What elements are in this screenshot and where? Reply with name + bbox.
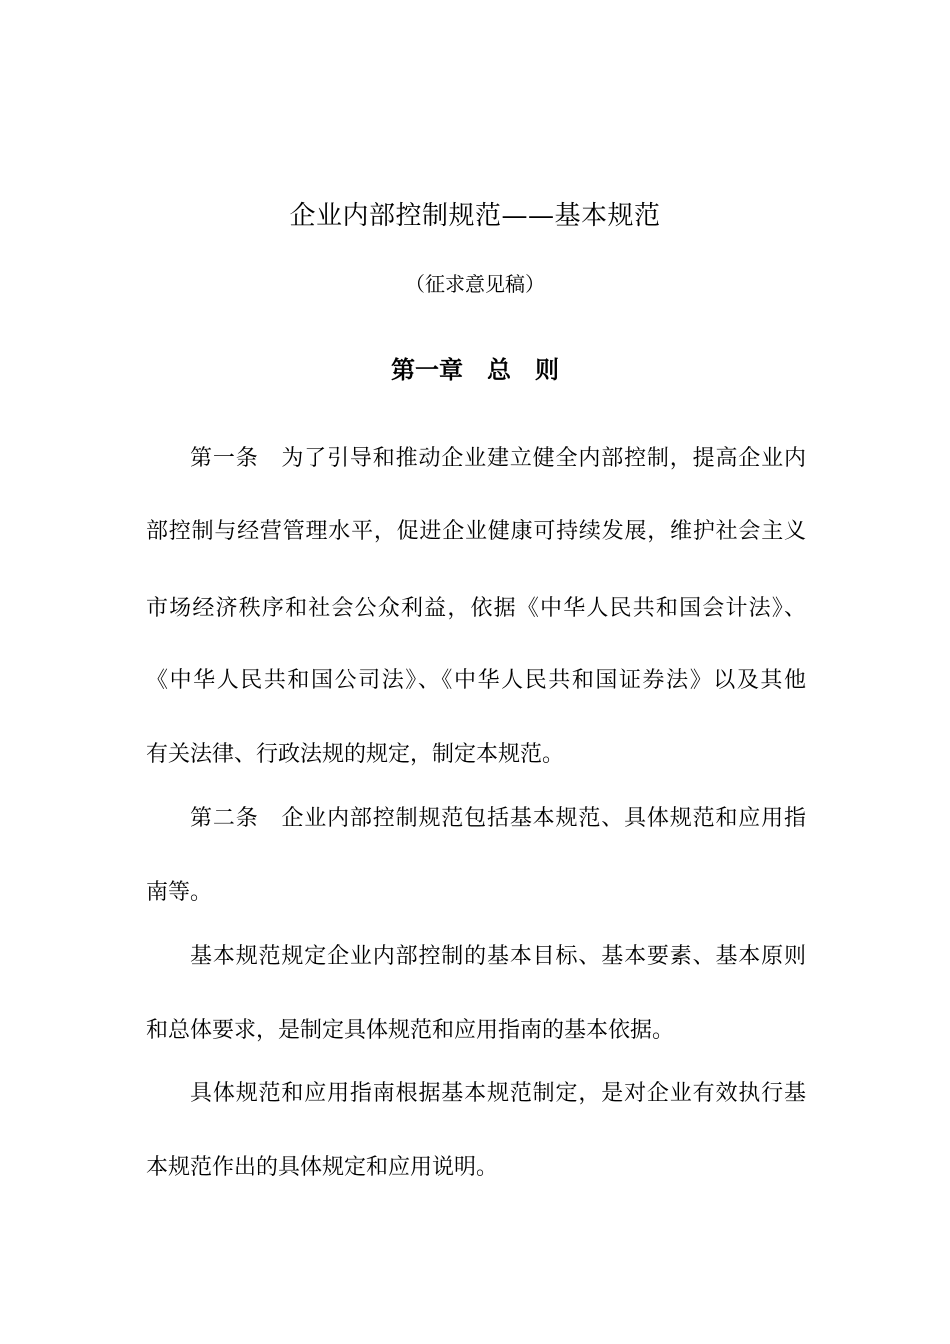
article-1-label: 第一条 (190, 446, 259, 471)
chapter-heading: 第一章 总 则 (391, 355, 559, 384)
article-1-line-2: 部控制与经营管理水平，促进企业健康可持续发展，维护社会主义 (146, 519, 806, 544)
document-subtitle: （征求意见稿） (405, 272, 545, 296)
article-2-line-1 (190, 804, 806, 834)
article-2-line-2: 南等。 (146, 880, 213, 905)
article-1-line-4: 《中华人民共和国公司法》、《中华人民共和国证券法》以及其他 (146, 668, 806, 693)
specific-para-line-1: 具体规范和应用指南根据基本规范制定，是对企业有效执行基 (190, 1081, 806, 1106)
article-2-text: 企业内部控制规范包括基本规范、具体规范和应用指 (280, 806, 806, 831)
article-1-line-3: 市场经济秩序和社会公众利益，依据《中华人民共和国会计法》、 (146, 596, 806, 621)
article-1-line-5: 有关法律、行政法规的规定，制定本规范。 (146, 742, 565, 767)
specific-para-line-2: 本规范作出的具体规定和应用说明。 (146, 1155, 499, 1180)
basic-para-line-1: 基本规范规定企业内部控制的基本目标、基本要素、基本原则 (190, 944, 806, 969)
article-1-line-1 (190, 444, 806, 474)
article-2-label: 第二条 (190, 806, 259, 831)
document-title: 企业内部控制规范——基本规范 (289, 201, 661, 231)
article-1-text: 为了引导和推动企业建立健全内部控制，提高企业内 (280, 446, 806, 471)
basic-para-line-2: 和总体要求，是制定具体规范和应用指南的基本依据。 (146, 1018, 675, 1043)
